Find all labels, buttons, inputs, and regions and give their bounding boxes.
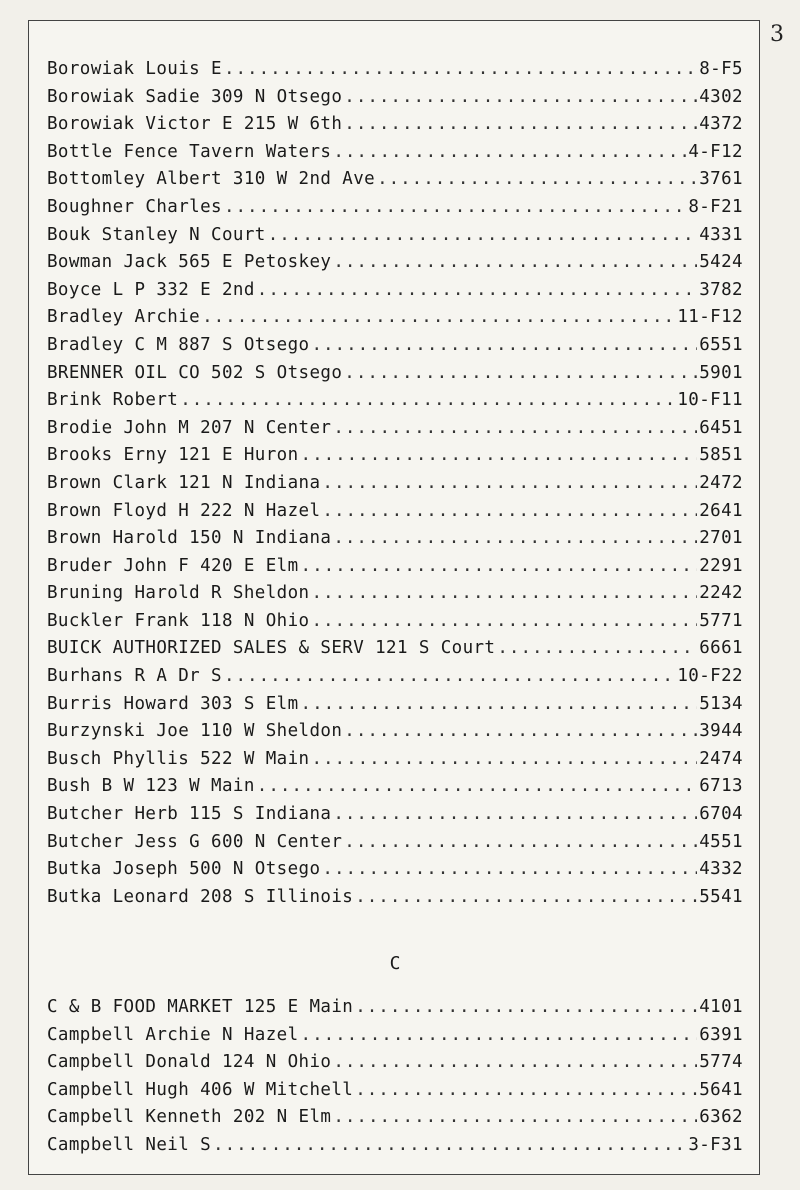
directory-entry xyxy=(47,501,743,529)
entry-phone-number: 4302 xyxy=(699,86,743,107)
entry-phone-number: 11-F12 xyxy=(677,307,743,328)
entry-name: Buckler Frank 118 N Ohio xyxy=(47,610,310,631)
leader-dots xyxy=(355,1080,697,1100)
section-spacer xyxy=(47,914,743,942)
leader-dots xyxy=(257,280,697,300)
directory-entry xyxy=(47,1080,743,1108)
entry-name: Brown Harold 150 N Indiana xyxy=(47,528,332,549)
entry-name: C & B FOOD MARKET 125 E Main xyxy=(47,997,354,1017)
leader-dots xyxy=(333,1107,697,1127)
directory-entry xyxy=(47,611,743,639)
leader-dots xyxy=(180,390,675,410)
entry-phone-number: 6362 xyxy=(699,1107,743,1128)
entry-phone-number: 8-F21 xyxy=(688,196,743,217)
entry-name: Brooks Erny 121 E Huron xyxy=(47,445,299,466)
entry-phone-number: 3-F31 xyxy=(688,1134,743,1155)
entry-name: Bruning Harold R Sheldon xyxy=(47,583,310,604)
leader-dots xyxy=(355,887,697,907)
leader-dots xyxy=(224,59,697,79)
leader-dots xyxy=(322,859,697,879)
leader-dots xyxy=(377,169,697,189)
directory-entry xyxy=(47,363,743,391)
entry-name: Burzynski Joe 110 W Sheldon xyxy=(47,721,343,742)
entry-phone-number: 5641 xyxy=(699,1079,743,1100)
leader-dots xyxy=(322,473,697,493)
directory-entry xyxy=(47,832,743,860)
entry-phone-number: 3782 xyxy=(699,279,743,300)
directory-entry xyxy=(47,87,743,115)
entry-name: Brown Clark 121 N Indiana xyxy=(47,472,321,493)
entry-name: Brown Floyd H 222 N Hazel xyxy=(47,500,321,521)
directory-entry xyxy=(47,583,743,611)
entry-name: Campbell Archie N Hazel xyxy=(47,1024,299,1045)
entry-phone-number: 5774 xyxy=(699,1052,743,1073)
directory-entry xyxy=(47,142,743,170)
entry-phone-number: 5851 xyxy=(699,445,743,466)
leader-dots xyxy=(333,252,697,272)
entry-name: Burris Howard 303 S Elm xyxy=(47,693,299,714)
section-c-list xyxy=(47,997,743,1163)
entry-phone-number: 4372 xyxy=(699,114,743,135)
directory-entry xyxy=(47,197,743,225)
leader-dots xyxy=(344,721,697,741)
entry-name: Butcher Herb 115 S Indiana xyxy=(47,804,332,825)
directory-entry xyxy=(47,721,743,749)
directory-entry xyxy=(47,114,743,142)
entry-name: Borowiak Louis E xyxy=(47,59,222,79)
entry-name: BRENNER OIL CO 502 S Otsego xyxy=(47,362,343,383)
leader-dots xyxy=(213,1135,686,1155)
leader-dots xyxy=(202,307,675,327)
entry-phone-number: 6661 xyxy=(699,638,743,659)
directory-entry xyxy=(47,556,743,584)
entry-phone-number: 5541 xyxy=(699,886,743,907)
leader-dots xyxy=(333,142,686,162)
directory-entry xyxy=(47,1135,743,1163)
entry-phone-number: 4101 xyxy=(699,997,743,1017)
leader-dots xyxy=(344,832,697,852)
leader-dots xyxy=(344,87,697,107)
leader-dots xyxy=(301,694,698,714)
entry-phone-number: 4331 xyxy=(699,224,743,245)
directory-entry xyxy=(47,390,743,418)
directory-entry xyxy=(47,252,743,280)
entry-phone-number: 2641 xyxy=(699,500,743,521)
entry-phone-number: 4551 xyxy=(699,831,743,852)
directory-entry xyxy=(47,638,743,666)
entry-phone-number: 2242 xyxy=(699,583,743,604)
entry-phone-number: 2291 xyxy=(699,555,743,576)
entry-phone-number: 3944 xyxy=(699,721,743,742)
entry-phone-number: 3761 xyxy=(699,169,743,190)
leader-dots xyxy=(311,749,697,769)
entry-phone-number: 4-F12 xyxy=(688,141,743,162)
entry-name: Boughner Charles xyxy=(47,196,222,217)
leader-dots xyxy=(268,225,698,245)
leader-dots xyxy=(224,666,675,686)
entry-name: Boyce L P 332 E 2nd xyxy=(47,279,255,300)
entry-phone-number: 6713 xyxy=(699,776,743,797)
directory-entry xyxy=(47,666,743,694)
entry-name: Bottomley Albert 310 W 2nd Ave xyxy=(47,169,376,190)
directory-entry xyxy=(47,528,743,556)
entry-phone-number: 8-F5 xyxy=(699,59,743,79)
directory-entry xyxy=(47,749,743,777)
directory-entry xyxy=(47,225,743,253)
directory-entry xyxy=(47,776,743,804)
directory-entry xyxy=(47,418,743,446)
leader-dots xyxy=(301,445,698,465)
leader-dots xyxy=(333,804,697,824)
entry-phone-number: 5424 xyxy=(699,252,743,273)
entry-name: Burhans R A Dr S xyxy=(47,666,222,687)
entry-phone-number: 2701 xyxy=(699,528,743,549)
entry-phone-number: 10-F22 xyxy=(677,666,743,687)
directory-entry xyxy=(47,59,743,87)
directory-entry xyxy=(47,280,743,308)
entry-name: Bouk Stanley N Court xyxy=(47,224,266,245)
leader-dots xyxy=(224,197,686,217)
section-heading-c: C xyxy=(389,953,401,974)
directory-entry xyxy=(47,473,743,501)
leader-dots xyxy=(311,583,697,603)
entry-phone-number: 6551 xyxy=(699,334,743,355)
entry-phone-number: 6391 xyxy=(699,1024,743,1045)
entry-name: Butka Joseph 500 N Otsego xyxy=(47,859,321,880)
directory-entry xyxy=(47,859,743,887)
entry-phone-number: 5771 xyxy=(699,610,743,631)
entry-name: Brink Robert xyxy=(47,390,179,411)
entry-name: Campbell Neil S xyxy=(47,1134,212,1155)
section-b-list xyxy=(47,59,743,914)
entry-phone-number: 2474 xyxy=(699,748,743,769)
directory-list xyxy=(47,59,743,1163)
leader-dots xyxy=(257,776,697,796)
directory-entry xyxy=(47,1107,743,1135)
entry-name: Campbell Kenneth 202 N Elm xyxy=(47,1107,332,1128)
leader-dots xyxy=(344,114,697,134)
entry-name: Campbell Donald 124 N Ohio xyxy=(47,1052,332,1073)
directory-entry xyxy=(47,694,743,722)
entry-phone-number: 2472 xyxy=(699,472,743,493)
leader-dots xyxy=(301,1025,698,1045)
directory-entry xyxy=(47,335,743,363)
entry-name: Bruder John F 420 E Elm xyxy=(47,555,299,576)
entry-phone-number: 5901 xyxy=(699,362,743,383)
leader-dots xyxy=(301,556,698,576)
directory-entry xyxy=(47,997,743,1025)
entry-phone-number: 6451 xyxy=(699,417,743,438)
directory-entry xyxy=(47,307,743,335)
leader-dots xyxy=(497,638,697,658)
directory-entry xyxy=(47,169,743,197)
directory-entry xyxy=(47,1025,743,1053)
directory-entry xyxy=(47,887,743,915)
entry-name: Borowiak Victor E 215 W 6th xyxy=(47,114,343,135)
directory-card xyxy=(28,20,760,1175)
leader-dots xyxy=(311,335,697,355)
entry-name: Butcher Jess G 600 N Center xyxy=(47,831,343,852)
leader-dots xyxy=(333,528,697,548)
entry-name: BUICK AUTHORIZED SALES & SERV 121 S Court xyxy=(47,638,496,659)
leader-dots xyxy=(344,363,697,383)
entry-phone-number: 10-F11 xyxy=(677,390,743,411)
directory-entry xyxy=(47,445,743,473)
leader-dots xyxy=(322,501,697,521)
directory-entry xyxy=(47,804,743,832)
entry-name: Brodie John M 207 N Center xyxy=(47,417,332,438)
directory-entry xyxy=(47,1052,743,1080)
leader-dots xyxy=(311,611,697,631)
entry-name: Borowiak Sadie 309 N Otsego xyxy=(47,86,343,107)
entry-name: Bradley C M 887 S Otsego xyxy=(47,334,310,355)
entry-name: Busch Phyllis 522 W Main xyxy=(47,748,310,769)
entry-name: Campbell Hugh 406 W Mitchell xyxy=(47,1079,354,1100)
leader-dots xyxy=(333,418,697,438)
entry-phone-number: 6704 xyxy=(699,804,743,825)
page-number: 3 xyxy=(770,22,784,47)
leader-dots xyxy=(355,997,697,1017)
entry-name: Bowman Jack 565 E Petoskey xyxy=(47,252,332,273)
leader-dots xyxy=(333,1052,697,1072)
entry-phone-number: 4332 xyxy=(699,859,743,880)
entry-name: Butka Leonard 208 S Illinois xyxy=(47,886,354,907)
entry-name: Bottle Fence Tavern Waters xyxy=(47,141,332,162)
entry-name: Bradley Archie xyxy=(47,307,201,328)
entry-name: Bush B W 123 W Main xyxy=(47,776,255,797)
entry-phone-number: 5134 xyxy=(699,693,743,714)
